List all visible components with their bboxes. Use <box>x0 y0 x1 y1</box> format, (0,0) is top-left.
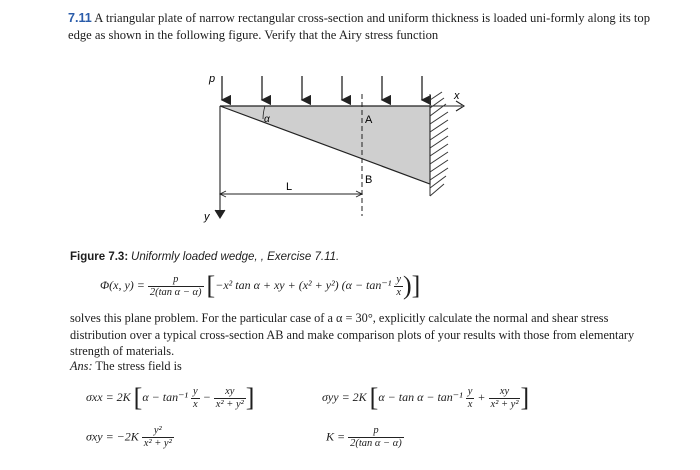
airy-function-equation: Φ(x, y) = $\frac{p}{\text{2(tan α − α)}}$ [−x² tan α + xy + (x² + y²) (α − tan⁻¹ $\frac{y}{x}$ )] <box>100 271 421 300</box>
figure-caption <box>70 251 339 263</box>
ans-text: The stress field is <box>95 359 182 373</box>
label-L: L <box>286 181 293 193</box>
caption-label: Figure 7.3: <box>70 251 129 263</box>
problem-text: A triangular plate of narrow rectangular cross-section and uniform thickness is loaded uni-formly along its top edge as shown in the following figure. Verify that the Airy stress function <box>68 11 651 42</box>
sigma-xy-equation: σxy = −2K $\frac{\text{y²}}{\text{x² + y²}}$ <box>86 425 172 449</box>
label-alpha: α <box>264 114 270 125</box>
label-p: p <box>209 73 216 85</box>
caption-text: Uniformly loaded wedge, , Exercise 7.11. <box>131 251 340 263</box>
ans-label: Ans: <box>70 359 93 373</box>
sigma-yy-equation: σyy = 2K [α − tan α − tan⁻¹ $\frac{y}{x}$ + $\frac{xy}{\text{x² + y²}}$ ] <box>322 383 530 412</box>
label-B: B <box>365 174 373 186</box>
problem-statement <box>68 10 658 44</box>
load-arrows <box>222 76 422 100</box>
triangular-plate <box>220 106 430 184</box>
wedge-figure <box>180 66 470 231</box>
answer-line <box>70 359 182 374</box>
problem-body-text: solves this plane problem. For the particular case of a α = 30°, explicitly calculate the normal and shear stress distribution over a typical cross-section AB and make comparison plots of your results with those from elementary strength of materials. <box>70 311 635 358</box>
k-definition-equation: K = $\frac{p}{\text{2(tan α − α)}}$ <box>326 425 402 449</box>
problem-number: 7.11 <box>68 11 92 25</box>
label-x: x <box>454 90 460 102</box>
sigma-xx-equation: σxx = 2K [α − tan⁻¹ $\frac{y}{x}$ − $\frac{xy}{\text{x² + y²}}$ ] <box>86 383 255 412</box>
fixed-support-hatch <box>430 92 448 196</box>
label-y: y <box>204 211 210 223</box>
label-A: A <box>365 114 373 126</box>
